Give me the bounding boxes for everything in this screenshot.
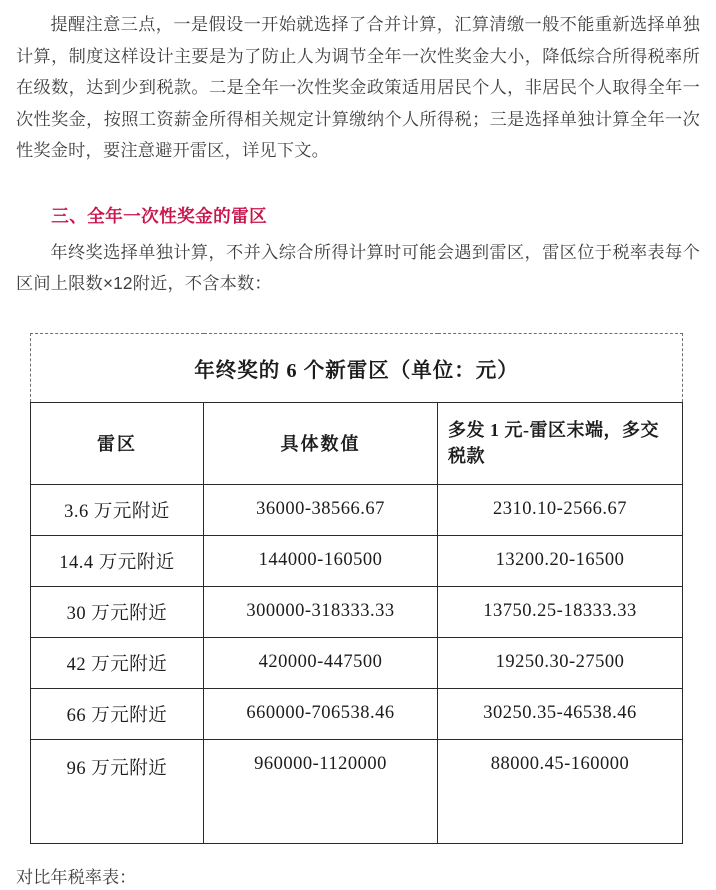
column-header-extra-tax: 多发 1 元-雷区末端，多交税款 — [438, 402, 683, 484]
cell-value: 960000-1120000 — [204, 739, 438, 843]
table-row — [31, 739, 683, 843]
cell-value: 300000-318333.33 — [204, 586, 438, 637]
table-row — [31, 688, 683, 739]
table-row — [31, 637, 683, 688]
cell-extra-tax: 88000.45-160000 — [438, 739, 683, 843]
cell-extra-tax: 13750.25-18333.33 — [438, 586, 683, 637]
table-container — [16, 300, 700, 844]
cell-extra-tax: 13200.20-16500 — [438, 535, 683, 586]
closing-paragraph: 对比年税率表： — [16, 866, 137, 887]
table-row — [31, 535, 683, 586]
cell-extra-tax: 19250.30-27500 — [438, 637, 683, 688]
cell-zone: 42 万元附近 — [31, 637, 204, 688]
lei-qu-table — [30, 333, 683, 844]
cell-extra-tax: 2310.10-2566.67 — [438, 484, 683, 535]
table-header-row — [31, 402, 683, 484]
cell-extra-tax: 30250.35-46538.46 — [438, 688, 683, 739]
table-row — [31, 484, 683, 535]
table-row — [31, 586, 683, 637]
cell-zone: 30 万元附近 — [31, 586, 204, 637]
section-heading: 三、全年一次性奖金的雷区 — [51, 205, 268, 226]
cell-zone: 96 万元附近 — [31, 739, 204, 843]
cell-zone: 14.4 万元附近 — [31, 535, 204, 586]
cell-value: 144000-160500 — [204, 535, 438, 586]
cell-value: 36000-38566.67 — [204, 484, 438, 535]
cell-value: 420000-447500 — [204, 637, 438, 688]
column-header-value: 具体数值 — [204, 402, 438, 484]
column-header-zone: 雷区 — [31, 402, 204, 484]
table-title-row — [31, 333, 683, 402]
cell-zone: 66 万元附近 — [31, 688, 204, 739]
intro-paragraph: 提醒注意三点，一是假设一开始就选择了合并计算，汇算清缴一般不能重新选择单独计算，制度这样设计主要是为了防止人为调节全年一次性奖金大小，降低综合所得税率所在级数，达到少到税款。二是全年一次性奖金政策适用居民个人，非居民个人取得全年一次性奖金，按照工资薪金所得相关规定计算缴纳个人所得税；三是选择单独计算全年一次性奖金时，要注意避开雷区，详见下文。 — [16, 14, 700, 160]
cell-zone: 3.6 万元附近 — [31, 484, 204, 535]
cell-value: 660000-706538.46 — [204, 688, 438, 739]
table-title: 年终奖的 6 个新雷区（单位：元） — [31, 333, 683, 402]
section-paragraph: 年终奖选择单独计算，不并入综合所得计算时可能会遇到雷区，雷区位于税率表每个区间上限数×12附近，不含本数： — [16, 241, 700, 293]
